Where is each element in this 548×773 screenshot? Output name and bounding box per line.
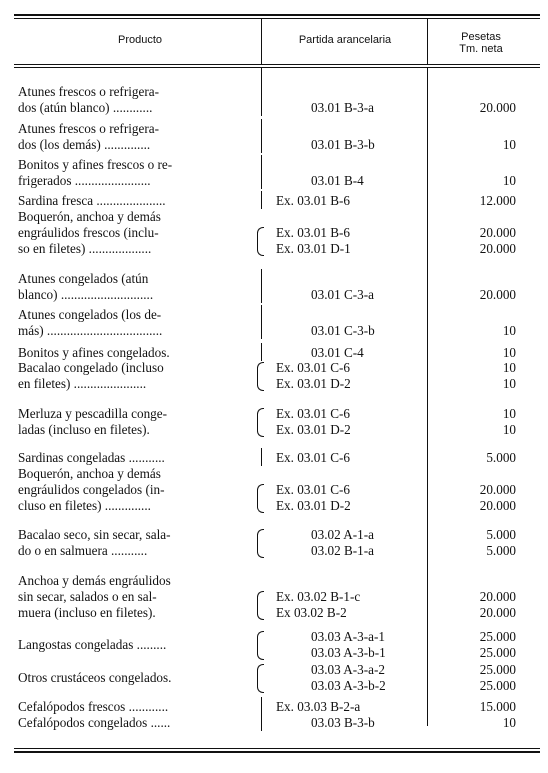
partida-arancelaria: 03.03 A-3-b-2 xyxy=(311,678,386,693)
pesetas-value: 10 xyxy=(502,323,516,338)
partida-arancelaria: 03.03 A-3-a-2 xyxy=(311,662,385,677)
pesetas-value: 10 xyxy=(502,360,516,375)
header-rule-1 xyxy=(14,64,540,65)
top-rule-2 xyxy=(14,18,540,19)
pesetas-value: 20.000 xyxy=(479,498,516,513)
product-line: do o en salmuera ........... xyxy=(18,543,148,558)
partida-arancelaria: 03.01 B-3-a xyxy=(311,100,374,115)
column-divider-segment xyxy=(261,269,262,303)
product-line: en filetes) ...................... xyxy=(18,376,147,391)
partida-arancelaria: Ex. 03.01 D-2 xyxy=(276,498,351,513)
product-line: so en filetes) ................... xyxy=(18,241,152,256)
column-divider-segment xyxy=(261,343,262,361)
partida-arancelaria: Ex. 03.01 D-1 xyxy=(276,241,351,256)
product-line: ladas (incluso en filetes). xyxy=(18,422,150,437)
product-line: Anchoa y demás engráulidos xyxy=(18,573,171,588)
header-partida: Partida arancelaria xyxy=(298,34,392,46)
pesetas-value: 12.000 xyxy=(479,193,516,208)
top-rule-1 xyxy=(14,14,540,16)
product-line: Sardinas congeladas ........... xyxy=(18,450,165,465)
product-line: Cefalópodos frescos ............ xyxy=(18,699,169,714)
product-line: Bonitos y afines frescos o re- xyxy=(18,157,173,172)
brace-icon xyxy=(257,362,264,391)
product-line: Sardina fresca ..................... xyxy=(18,193,166,208)
partida-arancelaria: 03.01 B-4 xyxy=(311,173,364,188)
column-divider-segment xyxy=(261,305,262,339)
product-line: más) ................................... xyxy=(18,323,163,338)
pesetas-value: 10 xyxy=(502,715,516,730)
partida-arancelaria: Ex. 03.03 B-2-a xyxy=(276,699,361,714)
pesetas-value: 20.000 xyxy=(479,100,516,115)
product-line: engráulidos congelados (in- xyxy=(18,482,165,497)
partida-arancelaria: Ex. 03.01 D-2 xyxy=(276,422,351,437)
pesetas-value: 5.000 xyxy=(486,527,516,542)
pesetas-value: 10 xyxy=(502,345,516,360)
pesetas-value: 10 xyxy=(502,173,516,188)
partida-arancelaria: Ex. 03.01 C-6 xyxy=(276,450,350,465)
product-line: Merluza y pescadilla conge- xyxy=(18,406,168,421)
brace-icon xyxy=(257,591,264,620)
product-line: frigerados ....................... xyxy=(18,173,151,188)
column-divider-segment xyxy=(261,191,262,209)
pesetas-value: 25.000 xyxy=(479,662,516,677)
pesetas-value: 5.000 xyxy=(486,450,516,465)
header-tm-neta: Tm. neta xyxy=(459,43,503,55)
product-line: Boquerón, anchoa y demás xyxy=(18,466,161,481)
product-line: Cefalópodos congelados ...... xyxy=(18,715,171,730)
product-line: Langostas congeladas ......... xyxy=(18,637,167,652)
partida-arancelaria: Ex. 03.01 C-6 xyxy=(276,360,350,375)
product-line: Bacalao congelado (incluso xyxy=(18,360,164,375)
product-line: cluso en filetes) .............. xyxy=(18,498,151,513)
partida-arancelaria: 03.02 B-1-a xyxy=(311,543,374,558)
column-divider-segment xyxy=(261,82,262,116)
partida-arancelaria: 03.01 C-3-b xyxy=(311,323,375,338)
column-divider-1 xyxy=(261,19,262,64)
product-line: Boquerón, anchoa y demás xyxy=(18,209,161,224)
partida-arancelaria: 03.01 C-3-a xyxy=(311,287,374,302)
pesetas-value: 10 xyxy=(502,406,516,421)
product-line: muera (incluso en filetes). xyxy=(18,605,156,620)
product-line: Atunes congelados (los de- xyxy=(18,307,162,322)
header-rule-2 xyxy=(14,67,540,68)
partida-arancelaria: 03.01 C-4 xyxy=(311,345,364,360)
partida-arancelaria: Ex. 03.01 D-2 xyxy=(276,376,351,391)
header-producto: Producto xyxy=(117,34,163,46)
pesetas-value: 10 xyxy=(502,137,516,152)
pesetas-value: 20.000 xyxy=(479,589,516,604)
column-divider-segment xyxy=(261,119,262,153)
pesetas-value: 10 xyxy=(502,376,516,391)
partida-arancelaria: Ex. 03.01 C-6 xyxy=(276,482,350,497)
header-pesetas: Pesetas xyxy=(461,31,501,43)
pesetas-value: 20.000 xyxy=(479,605,516,620)
partida-arancelaria: Ex. 03.01 B-6 xyxy=(276,225,350,240)
partida-arancelaria: Ex. 03.02 B-1-c xyxy=(276,589,361,604)
column-divider-segment xyxy=(261,448,262,466)
brace-icon xyxy=(257,631,264,660)
partida-arancelaria: Ex. 03.01 B-6 xyxy=(276,193,350,208)
column-divider-segment xyxy=(261,713,262,731)
product-line: Atunes frescos o refrigera- xyxy=(18,84,159,99)
partida-arancelaria: 03.01 B-3-b xyxy=(311,137,375,152)
product-line: blanco) ............................ xyxy=(18,287,154,302)
partida-arancelaria: 03.03 A-3-b-1 xyxy=(311,645,386,660)
product-line: Bonitos y afines congelados. xyxy=(18,345,170,360)
pesetas-value: 5.000 xyxy=(486,543,516,558)
column-divider-body-2 xyxy=(427,68,428,726)
brace-icon xyxy=(257,227,264,256)
partida-arancelaria: Ex 03.02 B-2 xyxy=(276,605,347,620)
product-line: dos (los demás) .............. xyxy=(18,137,151,152)
product-line: sin secar, salados o en sal- xyxy=(18,589,157,604)
brace-icon xyxy=(257,484,264,513)
column-divider-segment xyxy=(261,155,262,189)
pesetas-value: 20.000 xyxy=(479,287,516,302)
pesetas-value: 25.000 xyxy=(479,645,516,660)
product-line: Otros crustáceos congelados. xyxy=(18,670,172,685)
pesetas-value: 20.000 xyxy=(479,241,516,256)
pesetas-value: 20.000 xyxy=(479,225,516,240)
product-line: Atunes frescos o refrigera- xyxy=(18,121,159,136)
product-line: Atunes congelados (atún xyxy=(18,271,149,286)
partida-arancelaria: 03.02 A-1-a xyxy=(311,527,374,542)
pesetas-value: 15.000 xyxy=(479,699,516,714)
pesetas-value: 20.000 xyxy=(479,482,516,497)
partida-arancelaria: 03.03 A-3-a-1 xyxy=(311,629,385,644)
pesetas-value: 25.000 xyxy=(479,629,516,644)
product-line: dos (atún blanco) ............ xyxy=(18,100,153,115)
product-line: Bacalao seco, sin secar, sala- xyxy=(18,527,171,542)
partida-arancelaria: Ex. 03.01 C-6 xyxy=(276,406,350,421)
bottom-rule-2 xyxy=(14,751,540,753)
pesetas-value: 25.000 xyxy=(479,678,516,693)
brace-icon xyxy=(257,664,264,693)
brace-icon xyxy=(257,408,264,437)
column-divider-2 xyxy=(427,19,428,64)
bottom-rule-1 xyxy=(14,748,540,749)
brace-icon xyxy=(257,529,264,558)
partida-arancelaria: 03.03 B-3-b xyxy=(311,715,375,730)
pesetas-value: 10 xyxy=(502,422,516,437)
product-line: engráulidos frescos (inclu- xyxy=(18,225,159,240)
